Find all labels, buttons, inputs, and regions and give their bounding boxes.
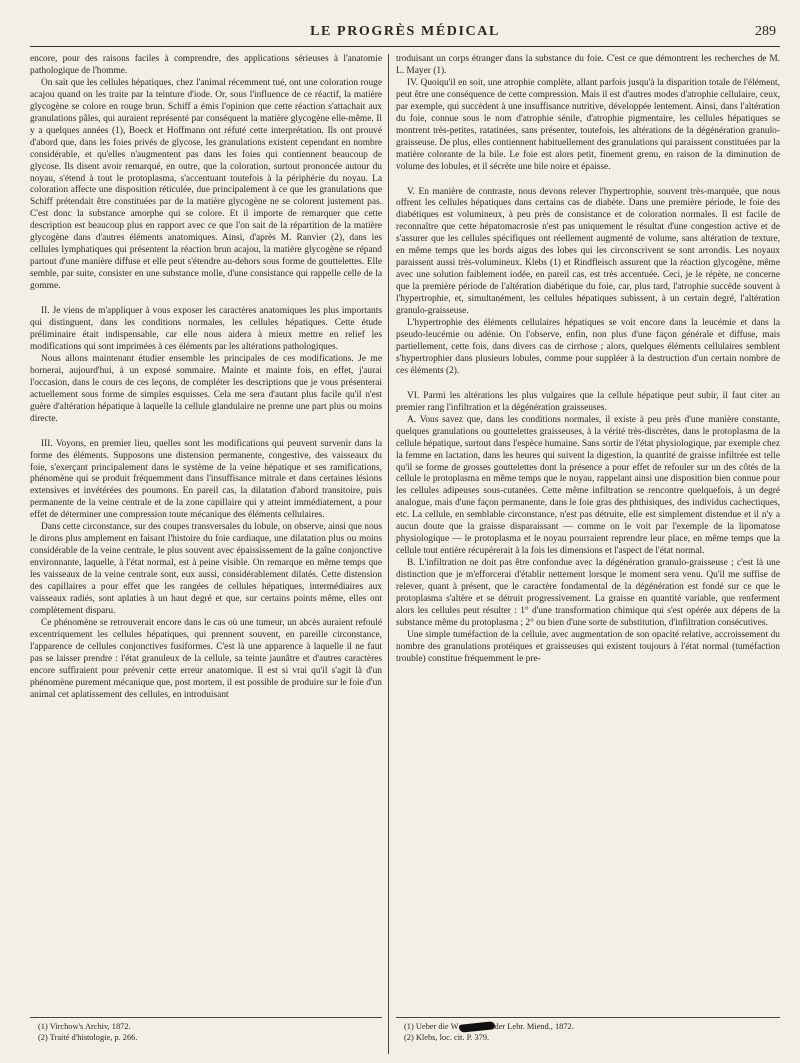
journal-title: LE PROGRÈS MÉDICAL	[310, 24, 500, 39]
paragraph: troduisant un corps étranger dans la substance du foie. C'est ce que démontrent les recherches de M. L. Mayer (1).	[396, 54, 780, 76]
paragraph: On sait que les cellules hépatiques, chez l'animal récemment tué, ont une coloration rouge acajou quand on les traite par la teinture d'iode. Or, sous l'influence de ce réactif, la matière glycogène se colore en rouge brun. Schiff a émis l'opinion que cette réaction s'attachait aux granulations pâles, qui auraient représenté par conséquent la matière glycogène elle-même. Il y a quelques années (1), Boeck et Hoffmann ont réfuté cette interprétation. Ils ont prouvé d'abord que, dans les foies privés de glycose, les granulations existent cependant en nombre considérable, et qu'elles n'augmentent pas dans les foies qui contiennent beaucoup de glycose. Ils disent avoir remarqué, en outre, que la coloration, surtout prononcée autour du noyau, s'étend à tout le protoplasma, s'accentuant toutefois à la périphérie du noyau. La coloration affecte une disposition réticulée, due principalement à ce que les granulations que Schiff prétendait être constituées par de la matière glycogène ne se colorent justement pas. C'est donc la substance amorphe qui se colore. Et il importe de remarquer que cette description est beaucoup plus en rapport avec ce que l'on sait de la répartition de la matière glycogène dans d'autres éléments anatomiques. Ainsi, d'après M. Ranvier (2), dans les cellules lymphatiques qui présentent la réaction brun acajou, la matière glycogène se répand partout d'une manière diffuse et elle peut s'étendre au-dehors sous forme de gouttelettes. Elle semble, par suite, consister en une substance molle, d'une consistance qui rappelle celle de la gomme.	[30, 77, 382, 292]
footnote: (2) Traité d'histologie, p. 266.	[38, 1033, 138, 1042]
paragraph: Une simple tuméfaction de la cellule, avec augmentation de son opacité relative, accroissement du nombre des granulations protéiques et graisseuses qui existent toujours à l'état normal (tuméfaction trouble) constitue fréquemment le pre-	[396, 629, 780, 664]
footnote-rule	[30, 1017, 382, 1018]
page-number: 289	[755, 24, 776, 39]
paragraph: II. Je viens de m'appliquer à vous exposer les caractères anatomiques les plus importants qui distinguent, dans les conditions normales, les cellules hépatiques. Cette étude préliminaire était indispensable, car elle nous aidera à mieux mettre en relief les modifications qui sont imprimées à ces éléments par les altérations pathologiques.	[30, 306, 382, 352]
right-column	[396, 54, 780, 1012]
footnote-rule	[396, 1017, 780, 1018]
paragraph: A. Vous savez que, dans les conditions normales, il existe à peu près d'une manière constante, quelques granulations ou gouttelettes graisseuses, à la vérité très-discrètes, dans le protoplasma de la cellule hépatique, surtout dans l'espèce humaine. Sans sortir de l'état physiologique, par exemple chez la femme en lactation, dans les heures qui suivent la digestion, la quantité de graisse infiltrée est telle qu'il se forme de grosses gouttelettes dont la présence a pour effet de refouler sur un des côtés de la cellule le protoplasma en même temps que le noyau, rappelant ainsi une disposition bien connue pour les cellules adipeuses sous-cutanées. Cette même infiltration se rencontre quelquefois, à un degré analogue, mais d'une façon permanente, dans le foie gras des phthisiques, des individus cachectiques, etc. La cellule, en semblable circonstance, n'est pas détruite, elle est simplement distendue et il n'y a aucun doute que la graisse disparaissant — comme on le voit par l'exemple de la lipomatose physiologique — le protoplasma et le noyau pourraient reprendre leur place, en même temps que la cellule tout entière récupérerait à la fois les dimensions et l'aspect de l'état normal.	[396, 414, 780, 557]
left-column	[30, 54, 382, 1012]
footnote: (2) Klebs, loc. cit. P. 379.	[404, 1033, 490, 1042]
paragraph: Nous allons maintenant étudier ensemble les principales de ces modifications. Je me bornerai, aujourd'hui, à un exposé sommaire. Mainte et mainte fois, en effet, j'aurai l'occasion, dans le cours de ces leçons, de compléter les descriptions que je vous présenterai actuellement sous forme de simples esquisses. Cela me sera d'autant plus facile qu'il n'est guère d'altération hépatique à laquelle la cellule glandulaire ne prenne une part plus ou moins directe.	[30, 353, 382, 424]
paragraph: B. L'infiltration ne doit pas être confondue avec la dégénération granulo-graisseuse ; c'est là une distinction que je m'efforcerai d'établir nettement lorsque le moment sera venu. Qu'il me suffise de relever, quant à présent, que le caractère fondamental de la dégénération est fondé sur ce que le protoplasma s'altère et se détruit progressivement. La graisse en quantité variable, que renferment alors les cellules peut résulter : 1° d'une transformation chimique qui s'est opérée aux dépens de la substance même du protoplasma ; 2° ou bien d'une sorte de substitution, d'infiltration consécutives.	[396, 558, 780, 628]
footnote-text: der Lehr. Miend., 1872.	[494, 1022, 574, 1031]
paragraph: Ce phénomène se retrouverait encore dans le cas où une tumeur, un abcès auraient refoulé excentriquement les cellules hépatiques, qui prennent souvent, en pareille circonstance, l'apparence de cellules conjonctives fusiformes. C'est là une apparence à laquelle il ne faut pas se laisser prendre : l'état granuleux de la cellule, sa teinte jaunâtre et d'autres caractères encore suffiraient pour prévenir cette erreur anatomique. Il est si vrai qu'il s'agit là d'un phénomène purement mécanique que, post mortem, il est possible de produire sur le foie d'un animal cet aplatissement des cellules, en introduisant	[30, 617, 382, 700]
paragraph: III. Voyons, en premier lieu, quelles sont les modifications qui peuvent survenir dans la forme des éléments. Supposons une distension permanente, congestive, des vaisseaux du foie, s'exerçant principalement dans le système de la veine hépatique et ses ramifications, phénomène qui se produit fréquemment dans l'insuffisance mitrale et dans certaines lésions extensives et invétérées des poumons. En pareil cas, la dilatation d'abord transitoire, puis permanente de la veine centrale et de la zone capillaire qui y atteint immédiatement, a pour effet de déterminer une compression toute mécanique des éléments cellulaires.	[30, 438, 382, 521]
column-divider	[388, 54, 389, 1054]
footnotes-left	[38, 1021, 378, 1043]
paragraph: V. En manière de contraste, nous devons relever l'hypertrophie, souvent très-marquée, que nous offrent les cellules hépatiques dans certains cas de diabète. Dans une première période, le foie des diabétiques est volumineux, à peu près de consistance et de coloration normales. Il est facile de reconnaître que cette hépatomacrosie n'est pas uniquement le résultat d'une congestion active et de s'assurer que les cellules spécifiques ont réellement augmenté de volume, sans altération de texture, en même temps que les bords aigus des lobes qui les circonscrivent se sont arrondis. Les noyaux paraissent aussi très-volumineux. Klebs (1) et Rindfleisch assurent que la réaction glycogène, même avec une solution faiblement iodée, en pareil cas, est très accentuée. Ceci, je le répète, ne concerne que la première période de l'altération diabétique du foie, car, plus tard, l'atrophie succède souvent à l'hypertrophie, et, simultanément, les cellules hépatiques subissent, à un certain degré, l'altération granulo-graisseuse.	[396, 186, 780, 317]
paragraph: encore, pour des raisons faciles à comprendre, des applications sérieuses à l'anatomie pathologique de l'homme.	[30, 54, 382, 76]
footnote-text: (1) Ueber die W	[404, 1022, 459, 1031]
paragraph: L'hypertrophie des éléments cellulaires hépatiques se voit encore dans la leucémie et dans la pseudo-leucémie ou adénie. On l'observe, enfin, non plus d'une façon générale et diffuse, mais partiellement, cette fois, dans divers cas de cirrhose ; alors, quelques éléments cellulaires semblent s'hypertrophier dans plusieurs lobules, comme pour suppléer à la destruction d'un certain nombre de ces éléments (2).	[396, 318, 780, 376]
footnote	[404, 1021, 774, 1032]
paragraph: IV. Quoiqu'il en soit, une atrophie complète, allant parfois jusqu'à la disparition totale de l'élément, peut être une conséquence de cette compression. Mais il est d'autres modes d'atrophie cellulaire, ceux, par exemple, qui succèdent à une insuffisance nutritive, développée lentement. Ainsi, dans l'altération du foie, connue sous le nom d'atrophie sénile, d'atrophie pigmentaire, les cellules hépatiques se montrent très-petites, ratatinées, sans présenter, toutefois, les altérations de la dégénération granulo-graisseuse. De plus, elles contiennent habituellement des granulations qui paraissent constituées par la matière colorante de la bile. Le foie est alors petit, finement grenu, en raison de la diminution de volume des lobules, et il sécrète une bile noire et épaisse.	[396, 77, 780, 172]
footnote: (1) Virchow's Archiv, 1872.	[38, 1022, 131, 1031]
paragraph: Dans cette circonstance, sur des coupes transversales du lobule, on observe, ainsi que nous le dirons plus amplement en faisant l'histoire du foie cardiaque, une dilatation plus ou moins considérable de la veine centrale, le plus souvent avec épaississement de la gaîne conjonctive environnante, laquelle, à l'état normal, est à peine visible. On remarque en même temps que les vaisseaux de la veine centrale sont, eux aussi, considérablement dilatés. Cette distension des capillaires a pour effet que les rangées de cellules hépatiques, intermédiaires aux vaisseaux radiés, sont aplaties à un haut degré et que, sur certains points même, elles ont complètement disparu.	[30, 522, 382, 616]
paragraph: VI. Parmi les altérations les plus vulgaires que la cellule hépatique peut subir, il faut citer au premier rang l'infiltration et la dégénération graisseuses.	[396, 390, 780, 413]
page-header	[30, 24, 780, 47]
footnotes-right	[404, 1021, 774, 1043]
